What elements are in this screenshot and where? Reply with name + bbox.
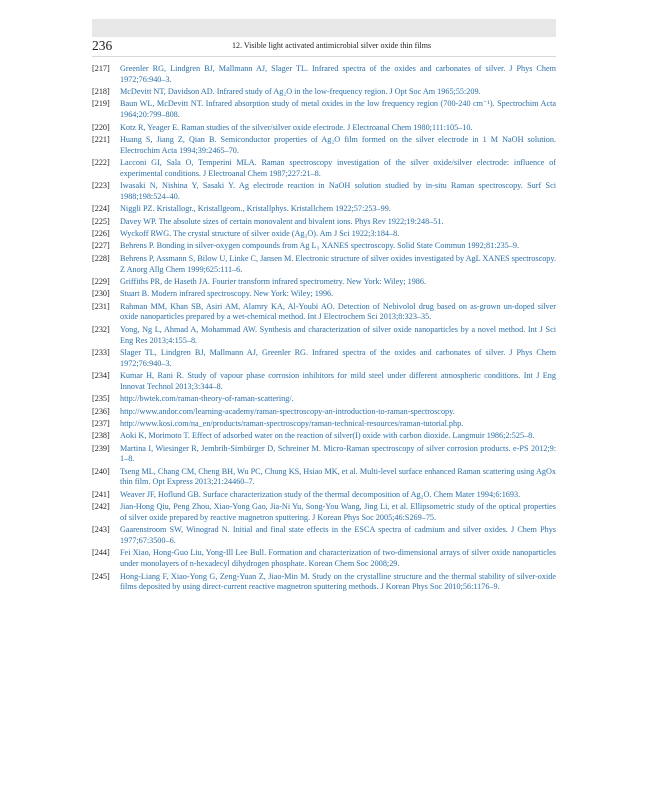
running-title: 12. Visible light activated antimicrobial silver oxide thin films — [232, 41, 432, 50]
reference-list — [92, 64, 556, 595]
reference-text[interactable]: Niggli PZ. Kristallogr., Kristallgeom., Kristallphys. Kristallchem 1922;57:253–99. — [120, 204, 391, 214]
reference-text[interactable]: Davey WP. The absolute sizes of certain monovalent and bivalent ions. Phys Rev 1922;19:248–51. — [120, 216, 444, 226]
reference-item — [92, 431, 556, 442]
reference-item — [92, 123, 556, 134]
reference-item — [92, 217, 556, 228]
reference-text[interactable]: Hong-Liang F, Xiao-Yong G, Zeng-Yuan Z, Jiao-Min M. Study on the crystalline structure and the thermal stability of silver-oxide films deposited by using direct-current reactive magnetron sputtering methods. J Korean Phys Soc 2010;56:1176–9. — [120, 571, 556, 592]
reference-item — [92, 99, 556, 121]
reference-number: [242] — [92, 502, 110, 512]
reference-number: [220] — [92, 122, 110, 132]
reference-number: [241] — [92, 489, 110, 499]
reference-number: [235] — [92, 394, 110, 404]
reference-text[interactable]: Gaarenstroom SW, Winograd N. Initial and final state effects in the ESCA spectra of cadmium and silver oxides. J Chem Phys 1977;67:3500–6. — [120, 525, 556, 546]
reference-item — [92, 289, 556, 300]
reference-text[interactable]: http://bwtek.com/raman-theory-of-raman-scattering/. — [120, 394, 294, 404]
reference-number: [218] — [92, 87, 110, 97]
reference-text[interactable]: Martina I, Wiesinger R, Jembrih-Simbürger D, Schreiner M. Micro-Raman spectroscopy of silver corrosion products. e-PS 2012;9: 1–8. — [120, 443, 556, 464]
reference-text[interactable]: Behrens P, Assmann S, Bilow U, Linke C, Jansen M. Electronic structure of silver oxides investigated by AgL XANES spectroscopy. Z Anorg Allg Chem 1999;625:111–6. — [120, 253, 556, 274]
reference-text[interactable]: Stuart B. Modern infrared spectroscopy. New York: Wiley; 1996. — [120, 289, 334, 299]
reference-text[interactable]: Iwasaki N, Nishina Y, Sasaki Y. Ag electrode reaction in NaOH solution studied by in-situ Raman spectroscopy. Surf Sci 1988;198:524–40. — [120, 181, 556, 202]
reference-text[interactable]: Kumar H, Rani R. Study of vapour phase corrosion inhibitors for mild steel under different atmospheric conditions. Int J Eng Innovat Technol 2013;3:344–8. — [120, 371, 556, 391]
reference-item — [92, 325, 556, 347]
reference-number: [231] — [92, 301, 110, 311]
reference-item — [92, 394, 556, 405]
reference-text[interactable]: Wyckoff RWG. The crystal structure of silver oxide (Ag₂O). Am J Sci 1922;3:184–8. — [120, 229, 400, 239]
reference-number: [227] — [92, 241, 110, 251]
reference-item — [92, 204, 556, 215]
reference-number: [238] — [92, 431, 110, 441]
reference-number: [228] — [92, 253, 110, 263]
reference-number: [240] — [92, 466, 110, 476]
reference-item — [92, 548, 556, 570]
header-band — [92, 19, 556, 37]
reference-text[interactable]: Griffiths PR, de Haseth JA. Fourier transform infrared spectrometry. New York: Wiley; 1986. — [120, 276, 427, 286]
reference-item — [92, 158, 556, 180]
reference-item — [92, 572, 556, 594]
reference-item — [92, 135, 556, 157]
reference-text[interactable]: Kotz R, Yeager E. Raman studies of the silver/silver oxide electrode. J Electroanal Chem 1980;111:105–10. — [120, 122, 473, 132]
page-number: 236 — [92, 38, 113, 53]
reference-item — [92, 467, 556, 489]
reference-text[interactable]: Tseng ML, Chang CM, Cheng BH, Wu PC, Chung KS, Hsiao MK, et al. Multi-level surface enhanced Raman scattering using AgOx thin film. Opt Express 2013;21:24460–7. — [120, 466, 556, 487]
reference-item — [92, 302, 556, 324]
reference-text[interactable]: Greenler RG, Lindgren BJ, Mallmann AJ, Slager TL. Infrared spectra of the oxides and carbonates of silver. J Phys Chem 1972;76:940–3. — [120, 64, 556, 84]
reference-text[interactable]: Baun WL, McDevitt NT. Infrared absorption study of metal oxides in the low frequency region (700-240 cm⁻¹). Spectrochim Acta 1964;20:799–808. — [120, 99, 556, 120]
reference-number: [239] — [92, 443, 110, 453]
reference-number: [221] — [92, 134, 110, 144]
reference-number: [226] — [92, 229, 110, 239]
reference-number: [245] — [92, 571, 110, 581]
reference-item — [92, 87, 556, 98]
reference-text[interactable]: Fei Xiao, Hong-Guo Liu, Yong-Ill Lee Bull. Formation and characterization of two-dimensional arrays of silver oxide nanoparticles under monolayers of n-hexadecyl dihydrogen phosphate. Korean Chem Soc 2008;29. — [120, 548, 556, 569]
reference-number: [229] — [92, 276, 110, 286]
reference-number: [222] — [92, 158, 110, 168]
reference-number: [234] — [92, 371, 110, 381]
reference-number: [244] — [92, 548, 110, 558]
reference-text[interactable]: http://www.kosi.com/na_en/products/raman-spectroscopy/raman-technical-resources/raman-tutorial.php. — [120, 418, 464, 428]
reference-text[interactable]: http://www.andor.com/learning-academy/raman-spectroscopy-an-introduction-to-raman-spectroscopy. — [120, 406, 455, 416]
reference-item — [92, 348, 556, 370]
reference-item — [92, 407, 556, 418]
page-header — [92, 38, 556, 57]
reference-item — [92, 241, 556, 252]
reference-item — [92, 444, 556, 466]
reference-text[interactable]: Weaver JF, Hoflund GB. Surface characterization study of the thermal decomposition of Ag₂O. Chem Mater 1994;6:1693. — [120, 489, 521, 499]
reference-text[interactable]: Yong, Ng L, Ahmad A, Mohammad AW. Synthesis and characterization of silver oxide nanoparticles by a novel method. Int J Sci Eng Res 2013;4:155–8. — [120, 324, 556, 345]
reference-number: [243] — [92, 525, 110, 535]
reference-text[interactable]: Huang S, Jiang Z, Qian B. Semiconductor properties of Ag₂O film formed on the silver electrode in 1 M NaOH solution. Electrochim Acta 1994;39:2465–70. — [120, 134, 556, 155]
reference-number: [219] — [92, 99, 110, 109]
reference-item — [92, 277, 556, 288]
reference-text[interactable]: Behrens P. Bonding in silver-oxygen compounds from Ag L₃ XANES spectroscopy. Solid State Commun 1992;81:235–9. — [120, 241, 520, 251]
reference-number: [233] — [92, 347, 110, 357]
reference-item — [92, 229, 556, 240]
reference-text[interactable]: Lacconi GI, Sala O, Temperini MLA. Raman spectroscopy investigation of the silver oxide/silver electrode: influence of experimental conditions. J Electroanal Chem 1987;227:21–8. — [120, 158, 556, 178]
reference-item — [92, 254, 556, 276]
reference-item — [92, 502, 556, 524]
reference-text[interactable]: Jian-Hong Qiu, Peng Zhou, Xiao-Yong Gao, Jia-Ni Yu, Song-You Wang, Jing Li, et al. Ellipsometric study of the optical properties of silver oxide prepared by reactive magnetron sputtering. J Korean Phys Soc 2005;46:S269–75. — [120, 502, 556, 522]
reference-item — [92, 525, 556, 547]
reference-item — [92, 490, 556, 501]
reference-text[interactable]: McDevitt NT, Davidson AD. Infrared study of Ag₂O in the low-frequency region. J Opt Soc Am 1965;55:209. — [120, 87, 481, 97]
reference-number: [237] — [92, 418, 110, 428]
reference-number: [236] — [92, 406, 110, 416]
reference-item — [92, 371, 556, 393]
reference-number: [217] — [92, 64, 110, 73]
reference-number: [232] — [92, 324, 110, 334]
reference-item — [92, 64, 556, 86]
reference-item — [92, 419, 556, 430]
reference-text[interactable]: Slager TL, Lindgren BJ, Mallmann AJ, Greenler RG. Infrared spectra of the oxides and carbonates of silver. J Phys Chem 1972;76:940–3. — [120, 347, 556, 368]
reference-number: [230] — [92, 289, 110, 299]
reference-text[interactable]: Aoki K, Morimoto T. Effect of adsorbed water on the reaction of silver(I) oxide with carbon dioxide. Langmuir 1986;2:525–8. — [120, 431, 535, 441]
reference-number: [224] — [92, 204, 110, 214]
reference-number: [223] — [92, 181, 110, 191]
reference-number: [225] — [92, 216, 110, 226]
reference-item — [92, 181, 556, 203]
reference-text[interactable]: Rahman MM, Khan SB, Asiri AM, Alamry KA, Al-Youbi AO. Detection of Nebivolol drug based on as-grown un-doped silver oxide nanoparticles prepared by a wet-chemical method. Int J Electrochem Sci 2013;8:323–35. — [120, 301, 556, 322]
